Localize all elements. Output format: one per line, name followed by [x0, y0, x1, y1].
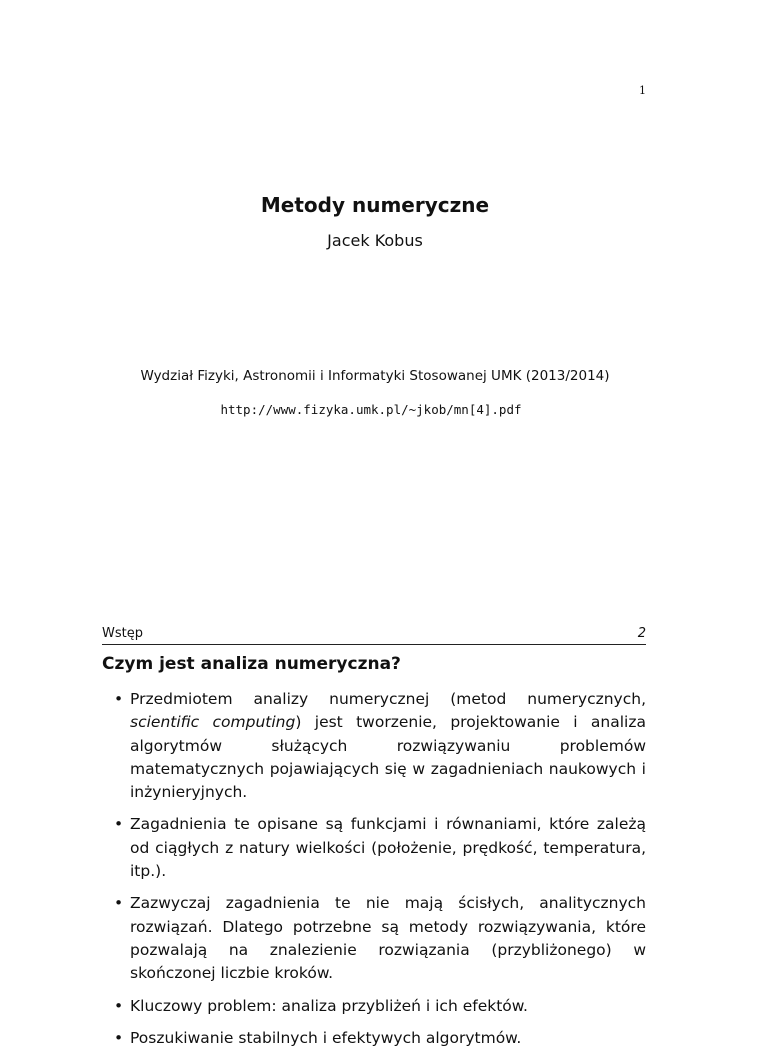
bullet-marker: • [114, 815, 124, 834]
bullet-text: Zazwyczaj zagadnienia te nie mają ścisłych, analitycznych rozwiązań. Dlatego potrzebne są metody rozwiązywania, które pozwalają na znalezienie rozwiązania (przybliżonego) w skończonej liczbie kroków. [130, 894, 646, 983]
bullet-item [102, 995, 646, 1018]
page-number: 1 [639, 84, 646, 97]
slide-header-title: Wstęp [102, 626, 143, 641]
document-url[interactable]: http://www.fizyka.umk.pl/~jkob/mn[4].pdf [220, 402, 522, 417]
affiliation: Wydział Fizyki, Astronomii i Informatyki Stosowanej UMK (2013/2014) [140, 368, 610, 384]
bullet-text: Przedmiotem analizy numerycznej (metod numerycznych, [130, 690, 646, 708]
bullet-item [102, 1027, 646, 1050]
bullet-marker: • [114, 996, 124, 1015]
slide-number: 2 [637, 626, 646, 641]
bullet-item [102, 892, 646, 985]
bullet-text: ) jest tworzenie, projektowanie i analiza algorytmów służących rozwiązywaniu problemów matematycznych pojawiających się w zagadnieniach naukowych i inżynieryjnych. [130, 713, 646, 802]
slide-header [102, 626, 646, 645]
bullet-text: Kluczowy problem: analiza przybliżeń i ich efektów. [130, 996, 528, 1015]
author-name: Jacek Kobus [327, 231, 423, 250]
bullet-marker: • [114, 1028, 124, 1047]
bullet-marker: • [114, 690, 124, 708]
document-title: Metody numeryczne [260, 193, 490, 217]
bullet-text: Zagadnienia te opisane są funkcjami i równaniami, które zależą od ciągłych z natury wielkości (położenie, prędkość, temperatura, itp.). [130, 815, 646, 881]
bullet-text-italic: scientific computing [130, 713, 296, 732]
bullet-marker: • [114, 894, 124, 913]
section-title: Czym jest analiza numeryczna? [102, 654, 401, 674]
bullet-list [102, 688, 646, 1059]
bullet-text: Poszukiwanie stabilnych i efektywych algorytmów. [130, 1028, 522, 1047]
bullet-item [102, 688, 646, 804]
bullet-item [102, 813, 646, 883]
